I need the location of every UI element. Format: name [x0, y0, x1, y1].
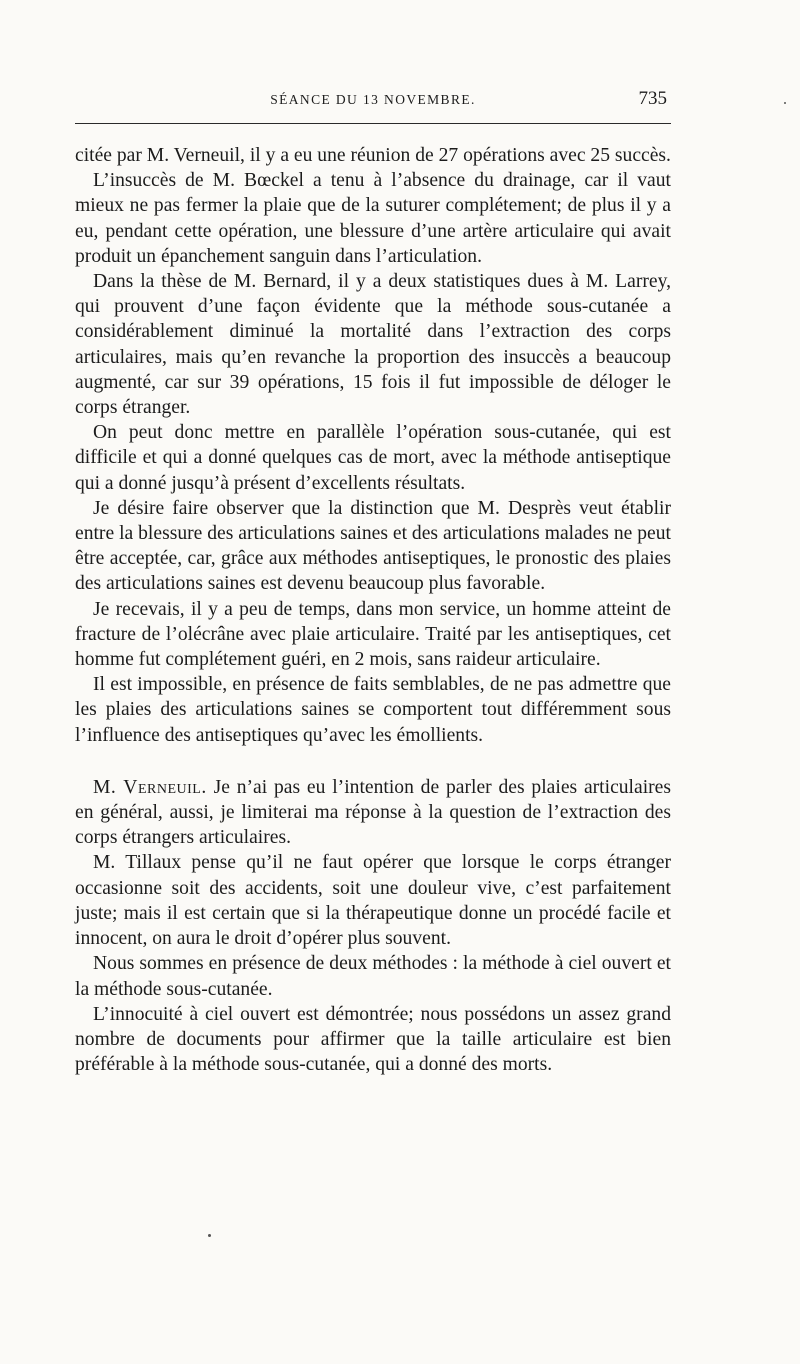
paragraph: Dans la thèse de M. Bernard, il y a deux statistiques dues à M. Larrey, qui prouvent d’une façon évidente que la méthode sous-cutanée a considérablement diminué la mortalité dans l’extraction des corps articulaires, mais qu’en revanche la proportion des insuccès a beaucoup augmenté, car sur 39 opérations, 15 fois il fut impossible de déloger le corps étranger.	[75, 271, 671, 419]
paragraph: M. Tillaux pense qu’il ne faut opérer que lorsque le corps étranger occasionne soit des accidents, soit une douleur vive, c’est parfaitement juste; mais il est certain que si la thérapeutique donne un procédé facile et innocent, on aura le droit d’opérer plus souvent.	[75, 852, 671, 950]
speaker-speech: Je n’ai pas eu l’intention de parler des plaies articulaires en général, aussi, je limiterai ma réponse à la question de l’extraction des corps étrangers articulaires.	[75, 776, 671, 849]
running-head	[75, 88, 671, 118]
running-title: SÉANCE DU 13 NOVEMBRE.	[270, 92, 476, 107]
paragraph: Je désire faire observer que la distinction que M. Desprès veut établir entre la blessure des articulations saines et des articulations malades ne peut être acceptée, car, grâce aux méthodes antiseptiques, le pronostic des plaies des articulations saines est devenu beaucoup plus favorable.	[75, 497, 671, 595]
paragraph: Nous sommes en présence de deux méthodes : la méthode à ciel ouvert et la méthode sous-cutanée.	[75, 953, 671, 1000]
speaker-paragraph	[75, 775, 671, 851]
page-number: 735	[638, 88, 667, 109]
paragraph: Je recevais, il y a peu de temps, dans mon service, un homme atteint de fracture de l’olécrâne avec plaie articulaire. Traité par les antiseptiques, cet homme fut complétement guéri, en 2 mois, sans raideur articulaire.	[75, 598, 671, 671]
paragraph: L’insuccès de M. Bœckel a tenu à l’absence du drainage, car il vaut mieux ne pas fermer la plaie que de la suturer complétement; de plus il y a eu, pendant cette opération, une blessure d’une artère articulaire qui avait produit un épanchement sanguin dans l’articulation.	[75, 170, 671, 267]
print-speck	[784, 102, 786, 104]
speaker-name: M. Verneuil.	[93, 776, 207, 798]
header-rule	[75, 123, 671, 124]
body-text	[75, 143, 671, 1077]
paragraph-continued: citée par M. Verneuil, il y a eu une réunion de 27 opérations avec 25 succès.	[75, 145, 671, 166]
paragraph: Il est impossible, en présence de faits semblables, de ne pas admettre que les plaies des articulations saines se comportent tout différemment sous l’influence des antiseptiques qu’avec les émollients.	[75, 674, 671, 746]
print-speck	[208, 1234, 211, 1237]
paragraph: L’innocuité à ciel ouvert est démontrée; nous possédons un assez grand nombre de documents pour affirmer que la taille articulaire est bien préférable à la méthode sous-cutanée, qui a donné des morts.	[75, 1003, 671, 1076]
paragraph: On peut donc mettre en parallèle l’opération sous-cutanée, qui est difficile et qui a donné quelques cas de mort, avec la méthode antiseptique qui a donné jusqu’à présent d’excellents résultats.	[75, 422, 671, 494]
